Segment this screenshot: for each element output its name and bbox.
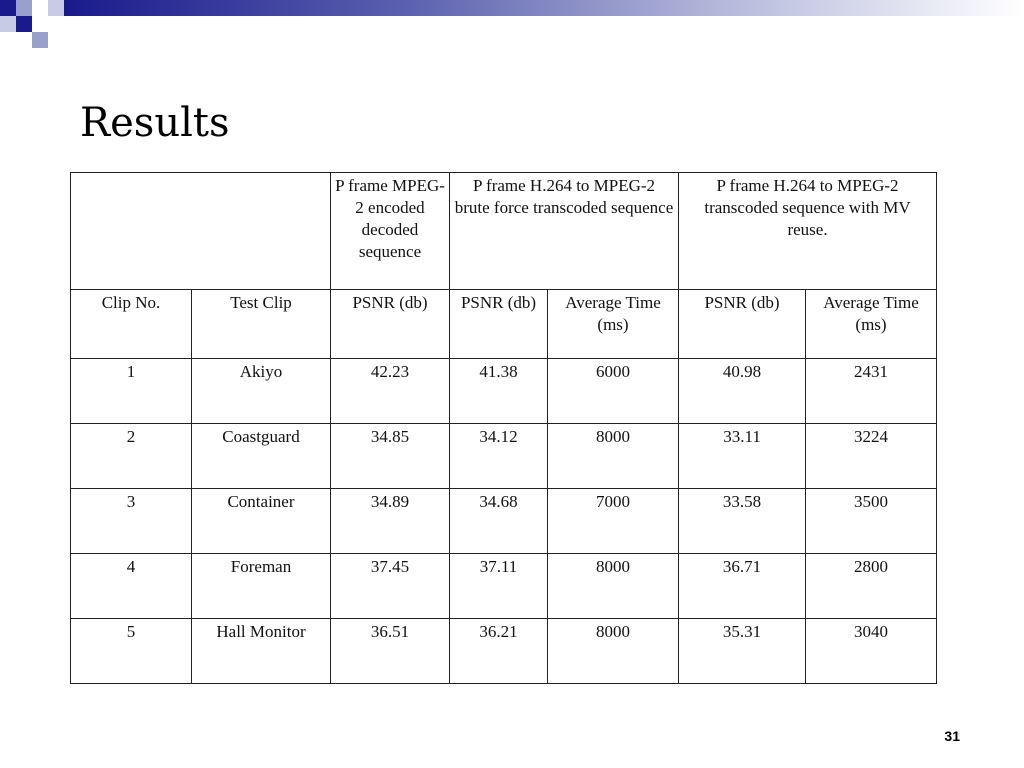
cell-psnr-brute: 37.11 [450, 554, 548, 619]
table-subheader-row [71, 290, 937, 359]
cell-time-brute: 8000 [548, 424, 679, 489]
cell-psnr-brute: 41.38 [450, 359, 548, 424]
corner-square-decoration [48, 0, 64, 16]
subheader-average-time: Average Time (ms) [548, 290, 679, 359]
cell-time-mv: 3224 [806, 424, 937, 489]
subheader-psnr: PSNR (db) [450, 290, 548, 359]
corner-square-decoration [0, 16, 16, 32]
header-brute-force: P frame H.264 to MPEG-2 brute force transcoded sequence [450, 173, 679, 290]
header-gradient-bar [64, 0, 1024, 16]
corner-square-decoration [16, 16, 32, 32]
cell-psnr-mpeg2: 34.85 [331, 424, 450, 489]
cell-psnr-brute: 34.68 [450, 489, 548, 554]
cell-test-clip: Akiyo [192, 359, 331, 424]
cell-psnr-mpeg2: 36.51 [331, 619, 450, 684]
cell-psnr-mv: 40.98 [679, 359, 806, 424]
cell-clip-no: 1 [71, 359, 192, 424]
slide-title: Results [80, 100, 230, 146]
table-header-row [71, 173, 937, 290]
corner-square-decoration [32, 0, 48, 16]
cell-psnr-brute: 36.21 [450, 619, 548, 684]
table-row [71, 619, 937, 684]
header-blank-cell [71, 173, 331, 290]
table-row [71, 424, 937, 489]
subheader-psnr: PSNR (db) [679, 290, 806, 359]
cell-psnr-mpeg2: 34.89 [331, 489, 450, 554]
cell-time-brute: 8000 [548, 619, 679, 684]
cell-time-mv: 2431 [806, 359, 937, 424]
corner-square-decoration [0, 0, 16, 16]
page-number: 31 [944, 728, 960, 744]
cell-psnr-mv: 36.71 [679, 554, 806, 619]
header-mpeg2-encoded: P frame MPEG-2 encoded decoded sequence [331, 173, 450, 290]
cell-psnr-mv: 33.11 [679, 424, 806, 489]
cell-time-mv: 3500 [806, 489, 937, 554]
cell-test-clip: Hall Monitor [192, 619, 331, 684]
subheader-test-clip: Test Clip [192, 290, 331, 359]
results-table [70, 172, 937, 684]
cell-clip-no: 3 [71, 489, 192, 554]
cell-clip-no: 5 [71, 619, 192, 684]
results-table-container [70, 172, 936, 684]
corner-square-decoration [16, 0, 32, 16]
cell-psnr-mpeg2: 37.45 [331, 554, 450, 619]
cell-time-brute: 6000 [548, 359, 679, 424]
cell-psnr-brute: 34.12 [450, 424, 548, 489]
cell-psnr-mv: 33.58 [679, 489, 806, 554]
cell-time-mv: 3040 [806, 619, 937, 684]
cell-clip-no: 2 [71, 424, 192, 489]
cell-test-clip: Coastguard [192, 424, 331, 489]
subheader-psnr: PSNR (db) [331, 290, 450, 359]
subheader-clip-no: Clip No. [71, 290, 192, 359]
cell-clip-no: 4 [71, 554, 192, 619]
cell-test-clip: Container [192, 489, 331, 554]
cell-time-mv: 2800 [806, 554, 937, 619]
header-mv-reuse: P frame H.264 to MPEG-2 transcoded sequence with MV reuse. [679, 173, 937, 290]
cell-psnr-mv: 35.31 [679, 619, 806, 684]
cell-time-brute: 7000 [548, 489, 679, 554]
cell-time-brute: 8000 [548, 554, 679, 619]
cell-test-clip: Foreman [192, 554, 331, 619]
corner-square-decoration [32, 32, 48, 48]
subheader-average-time: Average Time (ms) [806, 290, 937, 359]
table-row [71, 489, 937, 554]
table-row [71, 554, 937, 619]
table-row [71, 359, 937, 424]
cell-psnr-mpeg2: 42.23 [331, 359, 450, 424]
